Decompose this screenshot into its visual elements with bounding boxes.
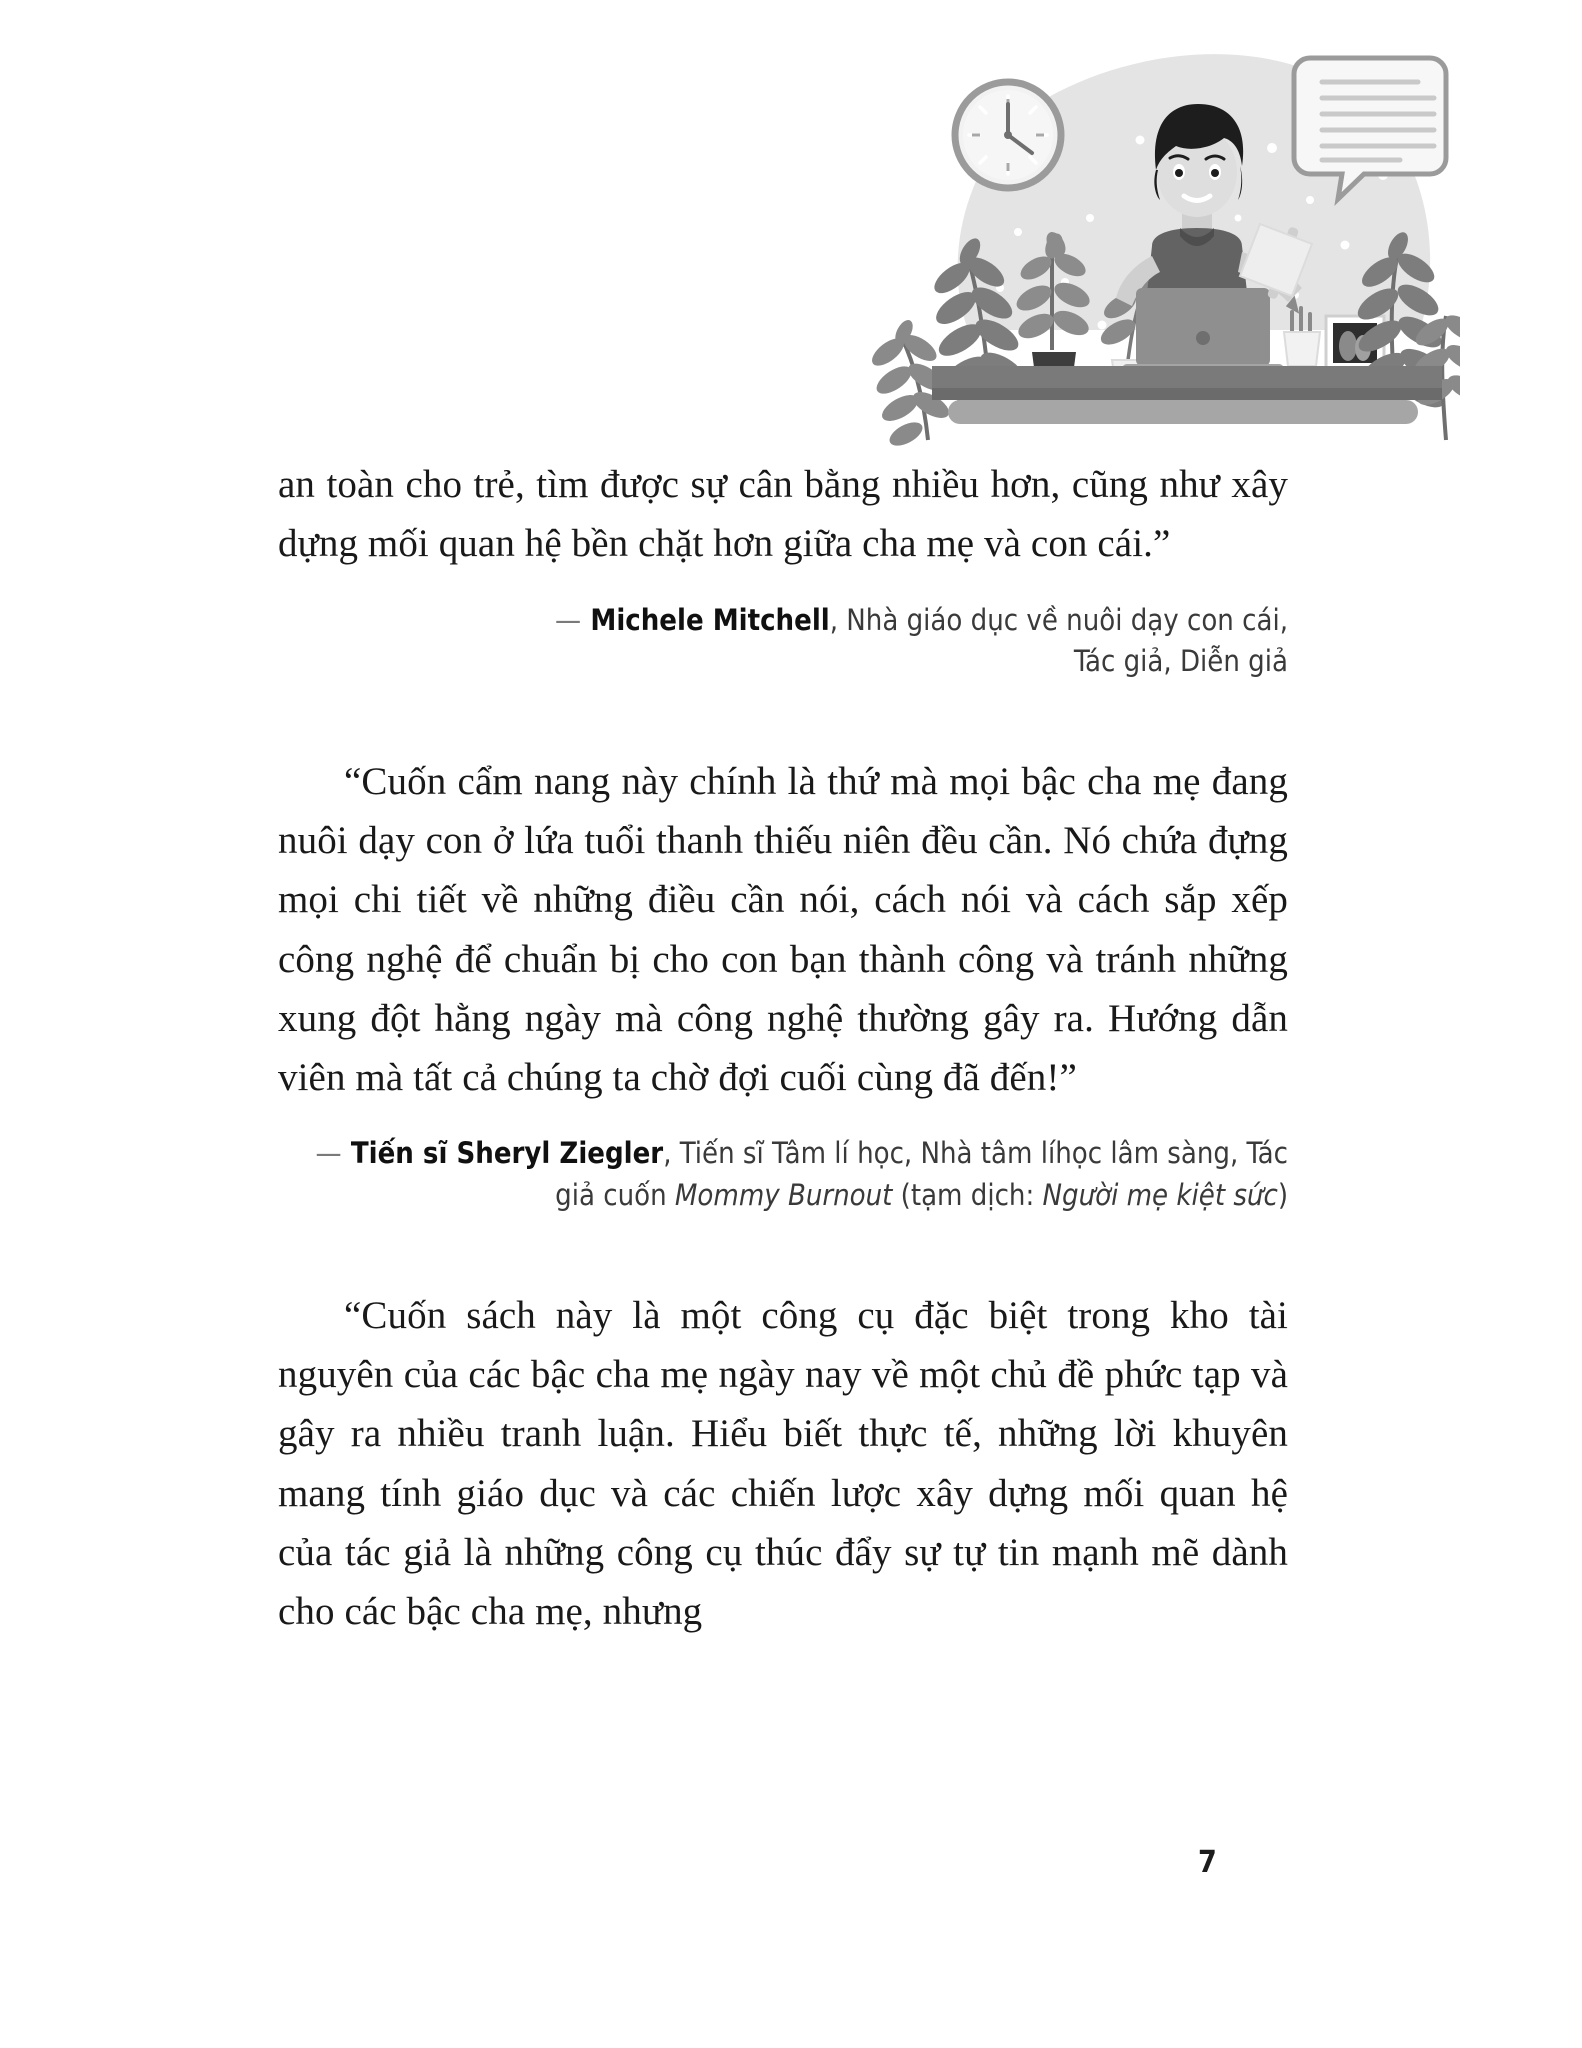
page-number: 7 [1198,1845,1217,1880]
attribution-line-1 [278,600,1288,641]
attribution-role-part-1: , Tiến sĩ Tâm lí học, Nhà tâm lí [663,1136,1056,1171]
em-dash: — [554,602,583,637]
quote-paragraph-2: “Cuốn cẩm nang này chính là thứ mà mọi bậc cha mẹ đang nuôi dạy con ở lứa tuổi thanh thiếu niên đều cần. Nó chứa đựng mọi chi tiết về những điều cần nói, cách nói và cách sắp xếp công nghệ để chuẩn bị cho con bạn thành công và tránh những xung đột hằng ngày mà công nghệ thường gây ra. Hướng dẫn viên mà tất cả chúng ta chờ đợi cuối cùng đã đến!” [278,759,1288,1100]
quote-continuation-paragraph: an toàn cho trẻ, tìm được sự cân bằng nhiều hơn, cũng như xây dựng mối quan hệ bền chặt hơn giữa cha mẹ và con cái.” [278,463,1288,566]
desk [932,366,1442,424]
spacer [278,1216,1288,1286]
laptop-icon [1122,288,1284,375]
em-dash: — [315,1136,343,1171]
attribution-sheryl-ziegler [278,1133,1288,1215]
book-title: Mommy Burnout [674,1177,893,1212]
quote-paragraph-3: “Cuốn sách này là một công cụ đặc biệt trong kho tài nguyên của các bậc cha mẹ ngày nay về một chủ đề phức tạp và gây ra nhiều tranh luận. Hiểu biết thực tế, những lời khuyên mang tính giáo dục và các chiến lược xây dựng mối quan hệ của tác giả là những công cụ thúc đẩy sự tự tin mạnh mẽ dành cho các bậc cha mẹ, nhưng [278,1293,1288,1634]
book-title-vietnamese: Người mẹ kiệt sức [1042,1177,1278,1212]
spacer [278,682,1288,752]
wall-clock-icon [955,82,1061,188]
attribution-name: Michele Mitchell [590,602,830,637]
attribution-role-line-1: , Nhà giáo dục về nuôi dạy con cái, [829,602,1288,637]
page-body [278,455,1288,1641]
attribution-role-line-2: Tác giả, Diễn giả [1073,643,1288,678]
attribution-role-part-3: (tạm dịch: [892,1177,1043,1212]
attribution-role-part-2: học lâm sàng, Tác giả cuốn [555,1136,1288,1212]
attribution-role-part-4: ) [1277,1177,1288,1212]
header-illustration [840,20,1460,450]
attribution-name: Tiến sĩ Sheryl Ziegler [350,1136,664,1171]
attribution-michele-mitchell [278,600,1288,682]
